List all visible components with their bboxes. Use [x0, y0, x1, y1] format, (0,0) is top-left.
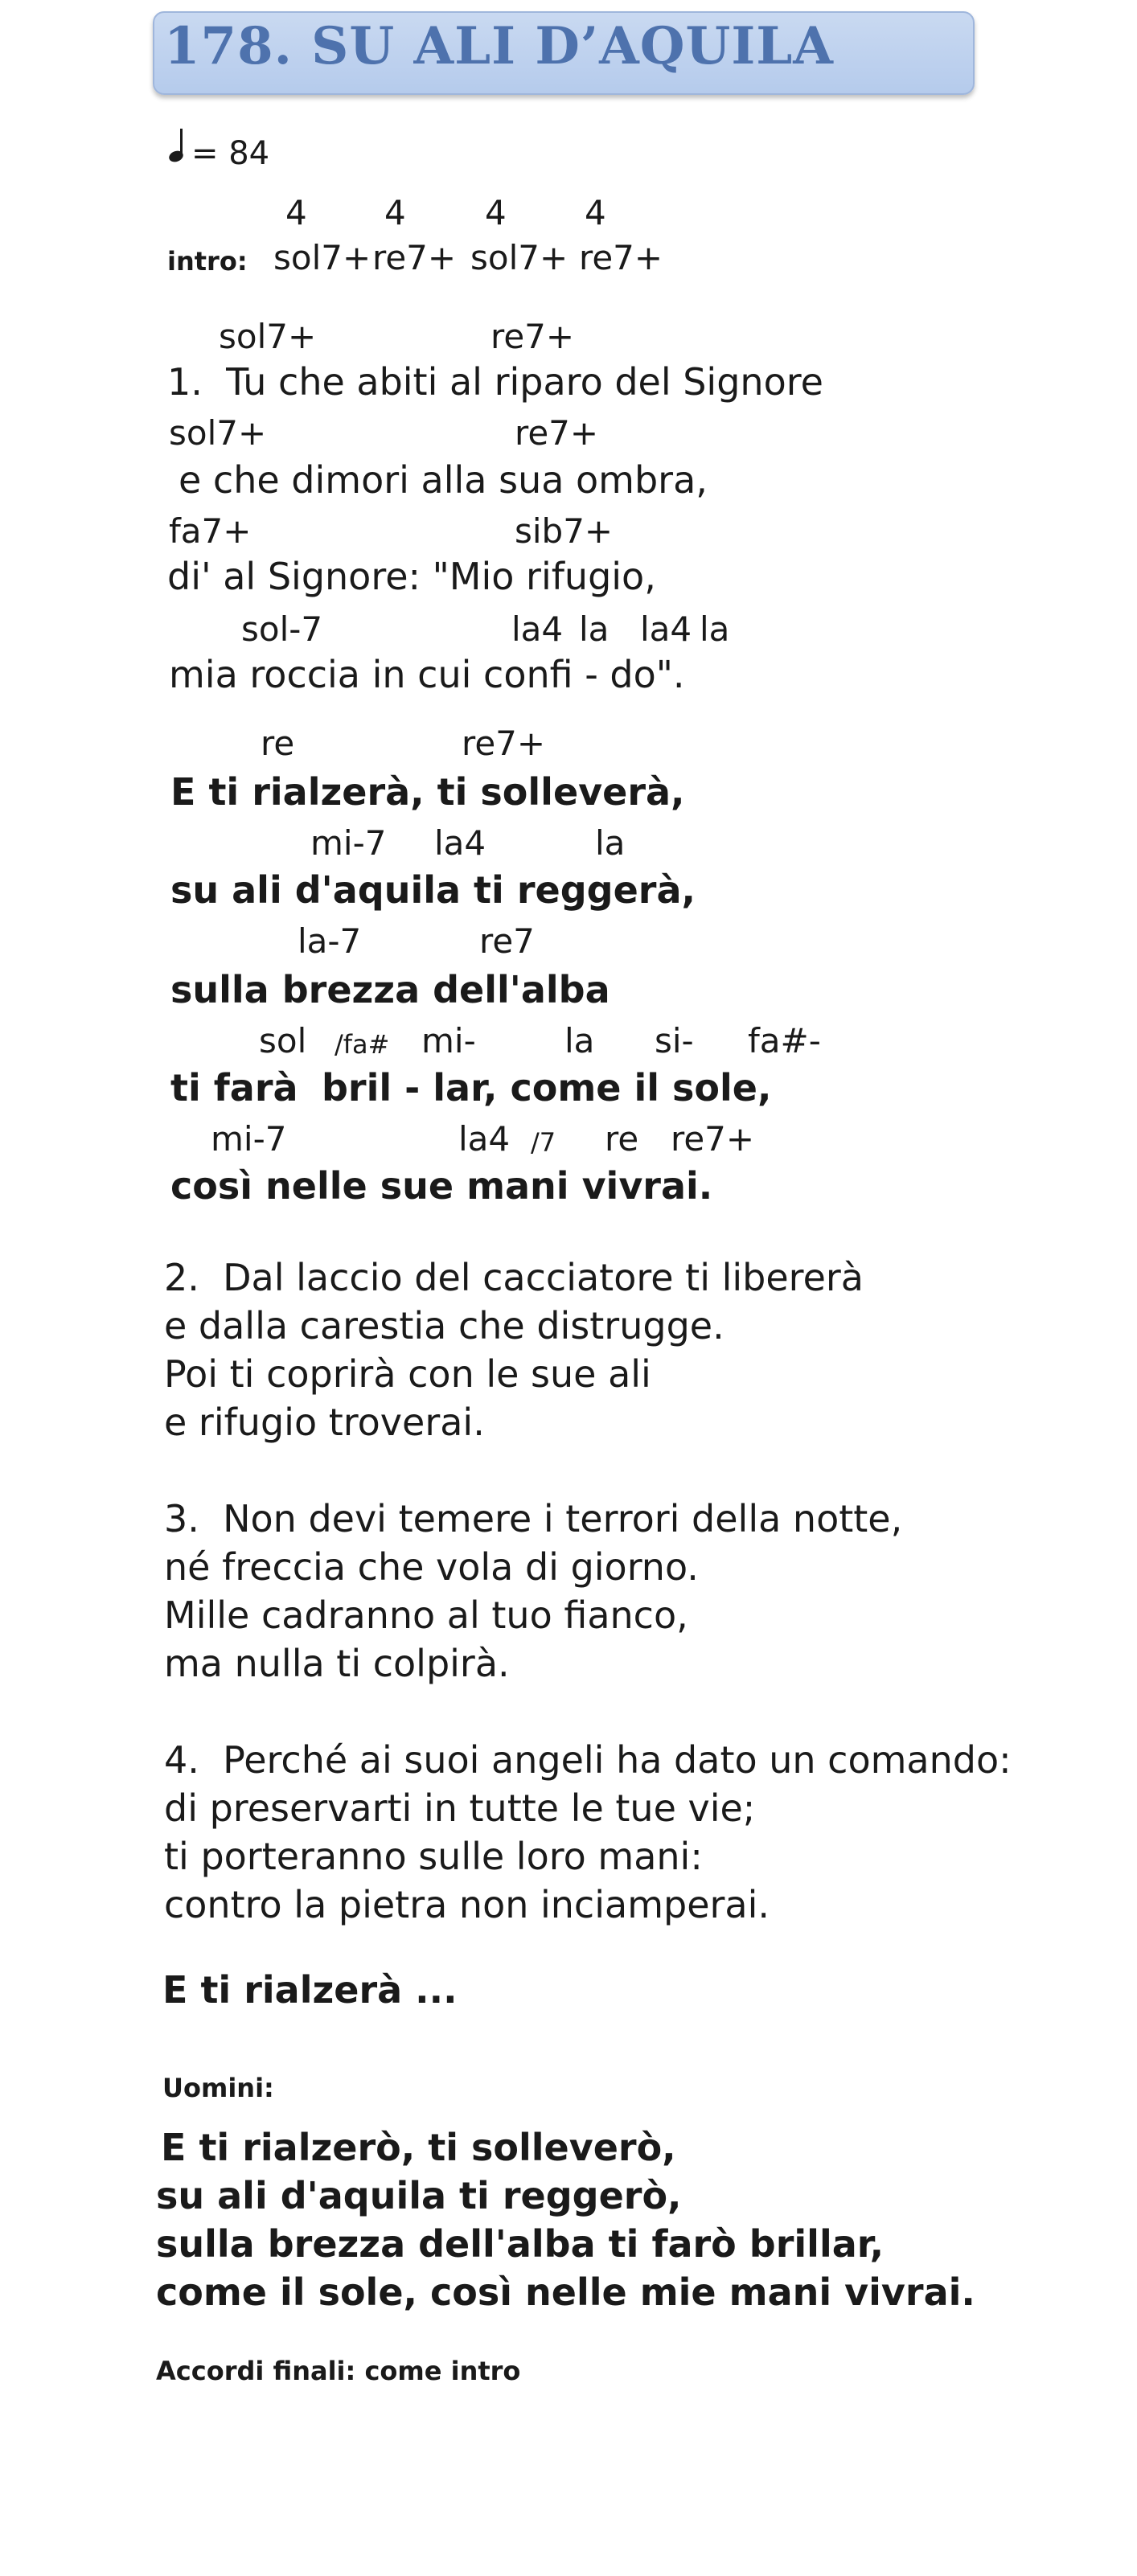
intro-chord: sol7+	[470, 238, 568, 277]
verse1-line: mia roccia in cui confi - do".	[169, 653, 685, 696]
verse4-line: di preservarti in tutte le tue vie;	[164, 1786, 756, 1830]
verse4-line: contro la pietra non inciamperai.	[164, 1883, 770, 1926]
men-line: E ti rialzerò, ti solleverò,	[161, 2126, 676, 2169]
chord: re7+	[462, 724, 546, 763]
chord: fa#-	[748, 1021, 821, 1060]
chord: sol-7	[241, 609, 323, 649]
title-banner	[153, 11, 975, 95]
final-chords-note: Accordi finali: come intro	[156, 2356, 521, 2386]
chord: mi-	[421, 1021, 476, 1060]
chorus-line: sulla brezza dell'alba	[170, 968, 610, 1011]
chord: mi-7	[211, 1119, 287, 1159]
chord: re	[261, 724, 295, 763]
verse1-line: e che dimori alla sua ombra,	[179, 458, 708, 502]
chord: la	[595, 823, 626, 863]
verse4-line: 4. Perché ai suoi angeli ha dato un comando:	[164, 1738, 1012, 1782]
chord: re7+	[491, 317, 575, 356]
verse2-line: e rifugio troverai.	[164, 1401, 485, 1444]
chord: la4	[458, 1119, 511, 1159]
men-label: Uomini:	[162, 2073, 274, 2103]
verse2-line: 2. Dal laccio del cacciatore ti libererà	[164, 1256, 864, 1299]
verse3-line: né freccia che vola di giorno.	[164, 1545, 699, 1589]
intro-chord: re7+	[579, 238, 663, 277]
chorus-line: bril - lar, come il sole,	[322, 1066, 772, 1110]
chord: sol7+	[219, 317, 317, 356]
chord: la-7	[298, 921, 362, 961]
chord: la	[579, 609, 610, 649]
chord: mi-7	[310, 823, 387, 863]
men-line: sulla brezza dell'alba ti farò brillar,	[156, 2222, 885, 2266]
chord: sol7+	[169, 413, 267, 453]
intro-chord: re7+	[372, 238, 457, 277]
verse2-line: Poi ti coprirà con le sue ali	[164, 1352, 651, 1396]
quarter-note-icon	[169, 129, 183, 164]
intro-count: 4	[485, 193, 507, 232]
tempo-marking	[169, 129, 269, 172]
chord: fa7+	[169, 511, 252, 551]
intro-count: 4	[585, 193, 606, 232]
chord: re	[605, 1119, 639, 1159]
chord: re7	[479, 921, 535, 961]
verse2-line: e dalla carestia che distrugge.	[164, 1304, 724, 1347]
song-title: 178. SU ALI D’AQUILA	[164, 16, 834, 76]
chord: la4	[434, 823, 486, 863]
men-line: come il sole, così nelle mie mani vivrai.	[156, 2270, 975, 2314]
chord: re7+	[515, 413, 599, 453]
chord: la4	[640, 609, 692, 649]
chord: la	[700, 609, 730, 649]
verse1-line: 1. Tu che abiti al riparo del Signore	[167, 360, 823, 404]
intro-count: 4	[285, 193, 307, 232]
chorus-line: ti farà	[170, 1066, 298, 1110]
chorus-reference: E ti rialzerà ...	[162, 1968, 458, 2012]
chord: /7	[531, 1127, 556, 1158]
verse3-line: 3. Non devi temere i terrori della notte,	[164, 1497, 903, 1540]
chord: re7+	[671, 1119, 755, 1159]
chorus-line: E ti rialzerà, ti solleverà,	[170, 770, 685, 814]
chord: la	[564, 1021, 595, 1060]
intro-count: 4	[384, 193, 406, 232]
chorus-line: su ali d'aquila ti reggerà,	[170, 868, 696, 912]
chord: sib7+	[515, 511, 614, 551]
chord: si-	[655, 1021, 694, 1060]
intro-label: intro:	[167, 246, 248, 277]
chord: sol	[259, 1021, 307, 1060]
tempo-value: = 84	[191, 135, 270, 172]
chord: /fa#	[335, 1029, 390, 1060]
men-line: su ali d'aquila ti reggerò,	[156, 2174, 682, 2217]
chord: la4	[511, 609, 564, 649]
verse4-line: ti porteranno sulle loro mani:	[164, 1835, 703, 1878]
verse1-line: di' al Signore: "Mio rifugio,	[167, 555, 656, 598]
intro-chord: sol7+	[273, 238, 371, 277]
verse3-line: Mille cadranno al tuo fianco,	[164, 1594, 688, 1637]
chorus-line: così nelle sue mani vivrai.	[170, 1164, 713, 1208]
verse3-line: ma nulla ti colpirà.	[164, 1642, 510, 1685]
